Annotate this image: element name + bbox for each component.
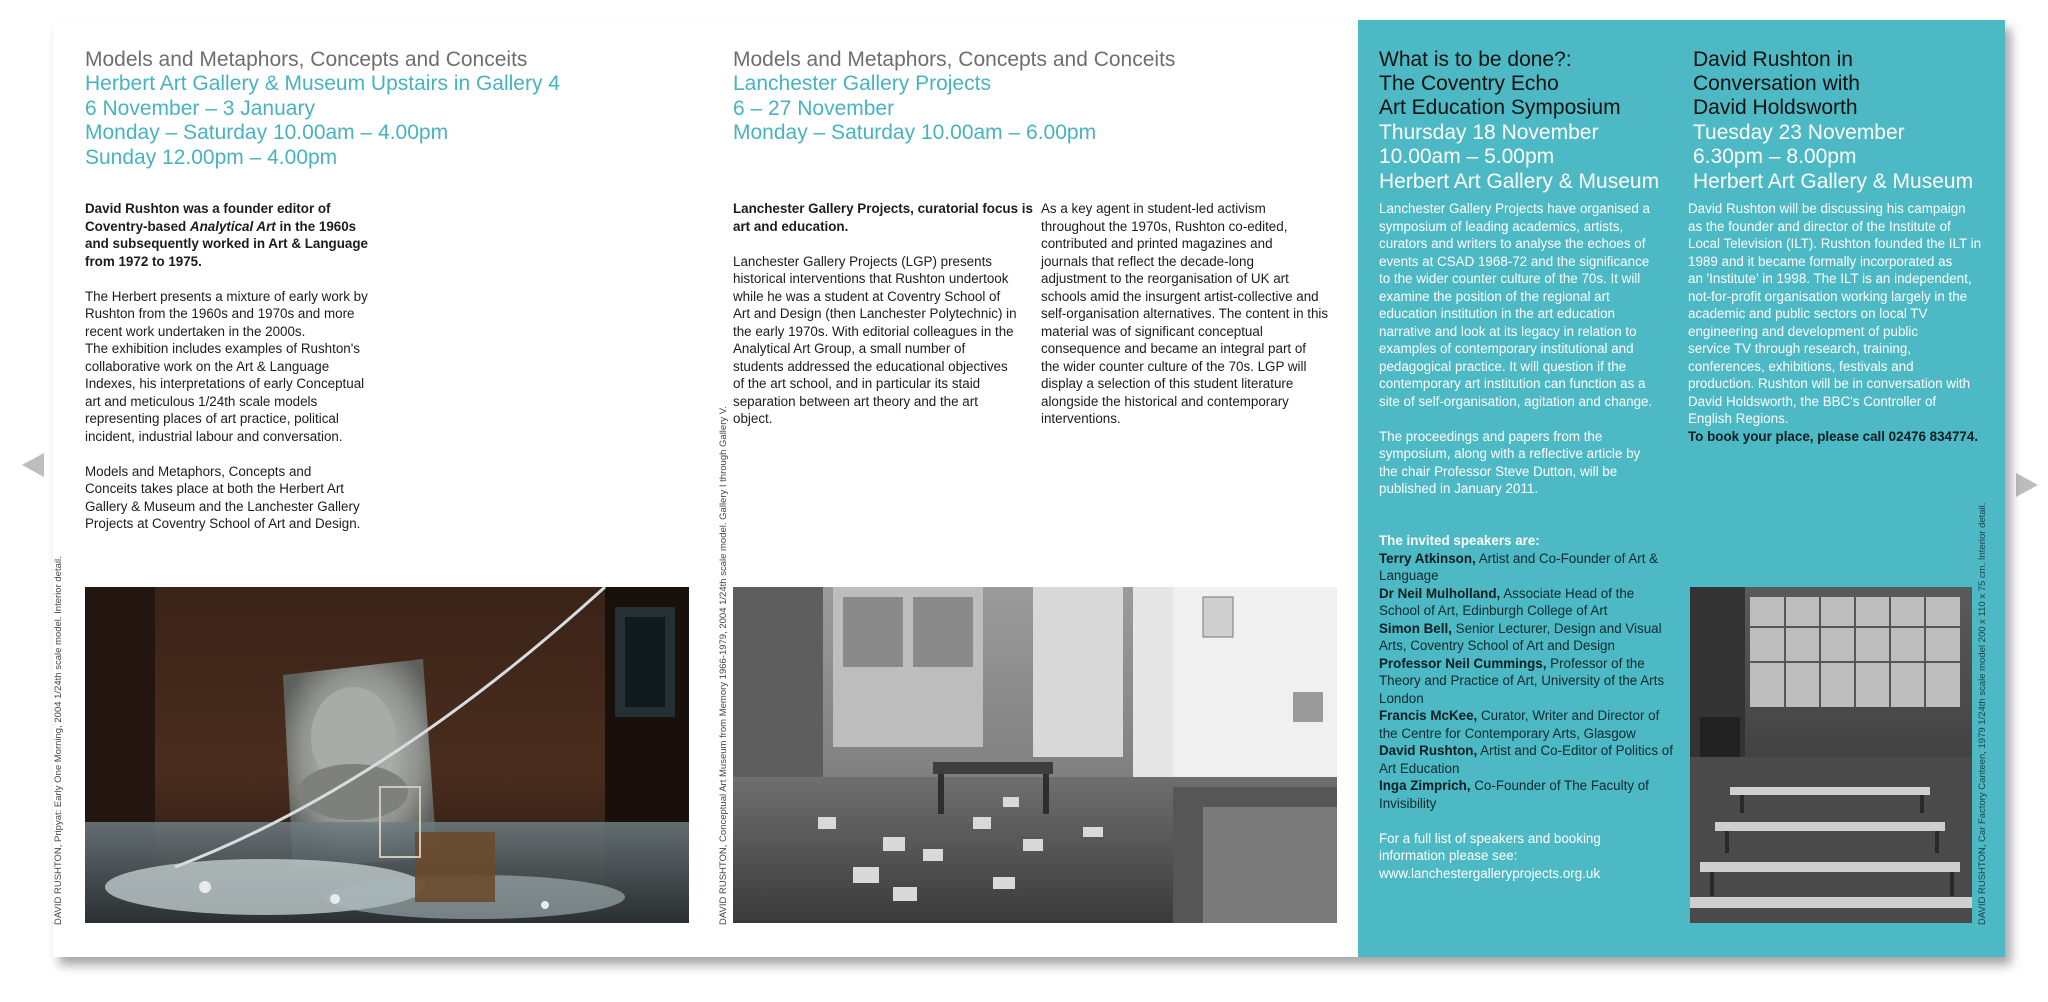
col1-body (85, 200, 385, 533)
col3-speakers-list (1379, 532, 1689, 882)
col2-left-line: Analytical Art Group, a small number of (733, 341, 966, 356)
full-list-line: For a full list of speakers and booking (1379, 830, 1601, 846)
col3-proceedings-line: published in January 2011. (1379, 481, 1539, 496)
col4-date: Tuesday 23 November (1693, 121, 1905, 144)
col1-p2-line: The Herbert presents a mixture of early work by (85, 288, 368, 304)
col2-left-line: historical interventions that Rushton undertook (733, 271, 1009, 286)
col3-proceedings-line: the chair Professor Steve Dutton, will be (1379, 463, 1618, 479)
col2-right-line: journals that reflect the decade-long (1041, 253, 1254, 269)
col1-venue: Herbert Art Gallery & Museum (85, 72, 366, 95)
speaker-item: Dr Neil Mulholland, Associate Head of the (1379, 585, 1635, 601)
col3-date: Thursday 18 November (1379, 121, 1599, 144)
col2-right-text (1041, 200, 1351, 428)
col1-dates: 6 November – 3 January (85, 97, 315, 120)
col3-title-line2: The Coventry Echo (1379, 72, 1559, 95)
speaker-item: Inga Zimprich, Co-Founder of The Faculty of (1379, 778, 1649, 793)
col1-p2-line: incident, industrial labour and conversation. (85, 428, 343, 444)
speaker-item: Simon Bell, Senior Lecturer, Design and Visual (1379, 620, 1662, 636)
col3-time: 10.00am – 5.00pm (1379, 145, 1555, 168)
full-list-line: information please see: (1379, 848, 1518, 863)
col4-venue: Herbert Art Gallery & Museum (1693, 170, 1974, 193)
col2-right-line: contributed and printed magazines and (1041, 236, 1273, 251)
brochure-spread (53, 20, 2005, 957)
booking-phone: To book your place, please call 02476 834774. (1688, 428, 1979, 444)
col2-right-line: material was of significant conceptual (1041, 323, 1263, 339)
col3-intro-line: symposium of leading academics, artists, (1379, 218, 1624, 234)
col4-body-line: David Rushton will be discussing his campaign (1688, 201, 1966, 216)
col4-body-line: an 'Institute' in 1998. The ILT is an independent, (1688, 271, 1972, 286)
speaker-item-cont: Arts, Coventry School of Art and Design (1379, 638, 1615, 653)
col4-body-line: not-for-profit organisation working largely in the (1688, 288, 1968, 304)
col3-intro-line: events at CSAD 1968-72 and the significance (1379, 253, 1650, 269)
col2-right-line: interventions. (1041, 411, 1121, 426)
col2-right-line: As a key agent in student-led activism (1041, 201, 1266, 216)
col2-left-line: Art and Design (then Lanchester Polytechnic) in (733, 306, 1017, 321)
col4-body-line: English Regions. (1688, 411, 1789, 426)
col2-lead-line: art and education. (733, 218, 849, 234)
col2-right-line: alongside the historical and contemporary (1041, 393, 1289, 409)
col3-intro-line: pedagogical practice. It will question if the (1379, 358, 1627, 374)
col2-lead-line: Lanchester Gallery Projects, curatorial focus is (733, 201, 1033, 216)
col2-dates: 6 – 27 November (733, 97, 895, 120)
col4-body-line: Local Television (ILT). Rushton founded the ILT in (1688, 236, 1982, 251)
speaker-item-cont: School of Art, Edinburgh College of Art (1379, 603, 1608, 618)
col2-left-line: separation between art theory and the art (733, 393, 978, 409)
col1-p3-line: Projects at Coventry School of Art and Design. (85, 516, 361, 531)
col4-body-line: 1989 and it became formally incorporated as (1688, 253, 1953, 269)
col1-p2-line: recent work undertaken in the 2000s. (85, 323, 306, 339)
col3-intro-line: examine the position of the regional art (1379, 288, 1610, 304)
col2-left-line: the early 1970s. With editorial colleagues in the (733, 323, 1014, 339)
speakers-heading: The invited speakers are: (1379, 533, 1540, 548)
col4-title-line2: Conversation with (1693, 72, 1860, 95)
col4-body-line: David Holdsworth, the BBC's Controller of (1688, 393, 1937, 409)
speaker-item-cont: Theory and Practice of Art, University of the Arts (1379, 673, 1665, 688)
speaker-item: David Rushton, Artist and Co-Editor of Politics of (1379, 743, 1673, 758)
col2-left-text (733, 200, 1033, 428)
col4-title-line1: David Rushton in (1693, 48, 1853, 71)
col4-body-line: conferences, exhibitions, festivals and (1688, 358, 1914, 374)
col3-intro-line: examples of contemporary institutional and (1379, 341, 1634, 356)
col4-photo-caption: DAVID RUSHTON, Car Factory Canteen, 1979 1/24th scale model 200 x 110 x 75 cm. Interior detail. (1977, 502, 1988, 925)
col3-title-line1: What is to be done?: (1379, 48, 1572, 71)
col1-venue-sub: Upstairs in Gallery 4 (365, 72, 560, 95)
col1-p1-line3: and subsequently worked in Art & Language (85, 236, 368, 251)
speaker-item-cont: Invisibility (1379, 795, 1437, 811)
col2-left-line: while he was a student at Coventry School of (733, 288, 1001, 304)
col2-right-line: the wider counter culture of the 70s. LGP will (1041, 358, 1307, 374)
col2-right-line: adjustment to the reorganisation of UK art (1041, 271, 1289, 286)
col1-photo-caption: DAVID RUSHTON, Pripyat: Early One Morning, 2004 1/24th scale model. Interior detail. (53, 556, 64, 925)
col2-hours: Monday – Saturday 10.00am – 6.00pm (733, 121, 1097, 144)
col2-title: Models and Metaphors, Concepts and Conceits (733, 48, 1176, 71)
speaker-item-cont: London (1379, 690, 1424, 706)
col2-venue: Lanchester Gallery Projects (733, 72, 991, 95)
speaker-item: Terry Atkinson, Artist and Co-Founder of Art & (1379, 550, 1659, 566)
speaker-item-cont: the Centre for Contemporary Arts, Glasgow (1379, 725, 1636, 741)
col3-intro-line: site of self-organisation, agitation and change. (1379, 393, 1653, 409)
col2-left-line: students addressed the educational objectives (733, 358, 1008, 374)
col2-right-line: display a selection of this student literature (1041, 376, 1294, 391)
col4-time: 6.30pm – 8.00pm (1693, 145, 1857, 168)
speaker-item-cont: Art Education (1379, 760, 1460, 776)
col3-intro-line: contemporary art institution can function as a (1379, 376, 1646, 391)
speaker-item: Professor Neil Cummings, Professor of the (1379, 655, 1645, 671)
col4-body-line: as the founder and director of the Institute of (1688, 218, 1951, 234)
col3-proceedings-line: The proceedings and papers from the (1379, 428, 1603, 444)
col3-intro-line: Lanchester Gallery Projects have organised a (1379, 201, 1650, 216)
col4-title-line3: David Holdsworth (1693, 96, 1858, 119)
col1-title: Models and Metaphors, Concepts and Conceits (85, 48, 528, 71)
col1-venue-line (85, 72, 560, 97)
col1-p2-line: representing places of art practice, political (85, 411, 339, 426)
col2-right-line: throughout the 1970s, Rushton co-edited, (1041, 218, 1288, 234)
col1-p1-line1: David Rushton was a founder editor of (85, 201, 331, 216)
car-factory-canteen-photo (1690, 587, 1972, 923)
col4-body (1688, 200, 1998, 445)
previous-page-arrow-icon[interactable] (22, 453, 44, 477)
col1-p1-line4: from 1972 to 1975. (85, 253, 202, 269)
art-museum-model-photo (733, 587, 1337, 923)
col1-p2-line: collaborative work on the Art & Language (85, 358, 330, 374)
pripyat-model-photo (85, 587, 689, 923)
col1-hours1: Monday – Saturday 10.00am – 4.00pm (85, 121, 449, 144)
col1-p3-line: Gallery & Museum and the Lanchester Gallery (85, 498, 360, 514)
col3-intro-line: to the wider counter culture of the 70s. It will (1379, 271, 1641, 286)
col4-body-line: engineering and development of public (1688, 323, 1919, 339)
col1-p2-line: Indexes, his interpretations of early Conceptual (85, 376, 365, 391)
col1-p3-line: Conceits takes place at both the Herbert Art (85, 481, 345, 496)
col4-body-line: production. Rushton will be in conversation with (1688, 376, 1971, 391)
col3-venue: Herbert Art Gallery & Museum (1379, 170, 1660, 193)
col3-intro-line: narrative and look at its legacy in relation to (1379, 323, 1637, 339)
col4-body-line: service TV through research, training, (1688, 341, 1912, 356)
col2-left-line: object. (733, 411, 773, 426)
col1-hours2: Sunday 12.00pm – 4.00pm (85, 146, 338, 169)
col2-left-line: Lanchester Gallery Projects (LGP) presents (733, 253, 992, 269)
col1-p1-line2: Coventry-based Analytical Art in the 1960s (85, 218, 357, 234)
col3-intro-line: curators and writers to analyse the echoes of (1379, 236, 1646, 251)
col3-intro-line: education institution in the art education (1379, 306, 1615, 321)
speaker-item-cont: Language (1379, 568, 1439, 583)
col3-body (1379, 200, 1679, 498)
col2-right-line: schools amid the insurgent artist-collective and (1041, 288, 1319, 304)
col3-title-line3: Art Education Symposium (1379, 96, 1621, 119)
col3-proceedings-line: symposium, along with a reflective article by (1379, 446, 1641, 461)
col1-p2-line: Rushton from the 1960s and 1970s and more (85, 306, 355, 321)
col2-right-line: consequence and became an integral part of (1041, 341, 1307, 356)
col2-right-line: self-organisation alternatives. The content in this (1041, 306, 1329, 321)
col2-photo-caption: DAVID RUSHTON, Conceptual Art Museum from Memory 1966-1979, 2004 1/24th scale model. Gallery I through Gallery V. (718, 406, 729, 925)
col4-body-line: academic and public sectors on local TV (1688, 306, 1928, 321)
col2-left-line: of the art school, and in particular its staid (733, 376, 981, 391)
col1-p2-line: art and meticulous 1/24th scale models (85, 393, 318, 409)
col1-p3-line: Models and Metaphors, Concepts and (85, 463, 312, 479)
next-page-arrow-icon[interactable] (2016, 473, 2038, 497)
col1-p2-line: The exhibition includes examples of Rushton's (85, 341, 360, 356)
speaker-item: Francis McKee, Curator, Writer and Director of (1379, 708, 1660, 723)
lanchester-website-link[interactable]: www.lanchestergalleryprojects.org.uk (1379, 865, 1601, 881)
